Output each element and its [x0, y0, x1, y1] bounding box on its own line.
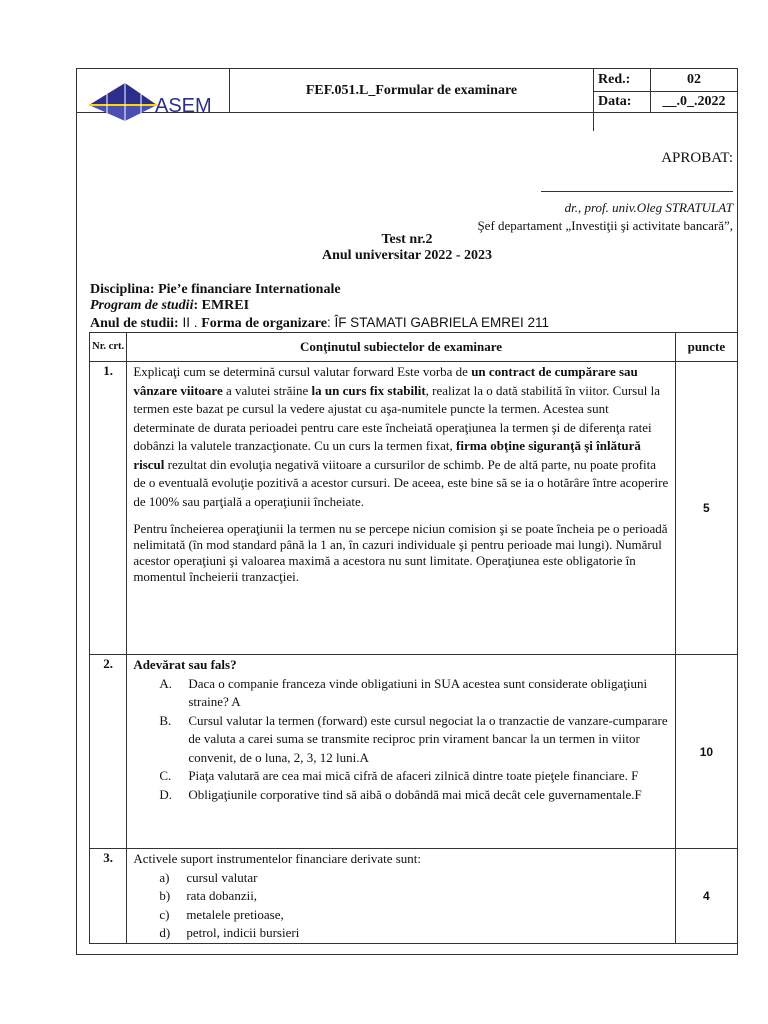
question-2-title: Adevărat sau fals?: [133, 657, 237, 672]
header-content: Conţinutul subiectelor de examinare: [127, 333, 675, 362]
approved-heading: APROBAT:: [661, 150, 733, 166]
list-item: B. Cursul valutar la termen (forward) este cursul negociat la o tranzactie de vanzare-cumparare de valuta a carei suma se transmite reciproc prin virament bancar la un termen in viitor convenit, de o luna, 2, 3, 12 luni.A: [159, 712, 668, 765]
question-2-content: [127, 655, 675, 849]
question-1-paragraph-1: Explicaţi cum se determină cursul valutar forward Este vorba de un contract de cumpărare sau vânzare viitoare a valutei străine la un curs fix stabilit, realizat la o dată stabilită în viitor. Cursul la termen este bazat pe cursul la vedere ajustat cu aşa-numitele puncte la termen. Acestea sunt determinate de durata perioadei pentru care este încheiată operaţiunea la termen şi de diferenţa ratei dobânzi la valutele tranzacţionate. Cu un curs la termen fixat, firma obţine siguranţă şi înlătură riscul rezultat din evoluţia negativă viitoare a cursurilor de schimb. Pe de altă parte, nu poate profita de o eventuală evoluţie pozitivă a acestor cursuri. De aceea, este bine să se ia o hotărâre între acoperire de 100% sau parţială a operaţiunii încheiate.: [133, 364, 669, 509]
department-name: Şef departament „Investiţii şi activitate bancară”,: [477, 218, 733, 234]
question-number: 2.: [90, 655, 127, 849]
question-1-content: [127, 362, 675, 655]
discipline: Disciplina: Pie’e financiare Internationale: [90, 282, 341, 297]
document-header: [76, 68, 738, 131]
date-label: Data:: [594, 92, 651, 113]
list-item: A. Daca o companie franceza vinde obligatiuni in SUA acestea sunt considerate obligaţiuni straine? A: [159, 675, 648, 709]
questions-table: [89, 332, 738, 944]
red-value: 02: [651, 69, 738, 92]
header-points: puncte: [675, 333, 737, 362]
question-1-points: 5: [675, 362, 737, 655]
question-3-points: 4: [675, 849, 737, 944]
table-header-row: [90, 333, 738, 362]
list-item: b) rata dobanzii,: [159, 888, 258, 903]
list-item: d) petrol, indicii bursieri: [159, 925, 300, 940]
list-item: C. Piaţa valutară are cea mai mică cifră de afaceri zilnică dintre toate pieţele financiare. F: [159, 768, 639, 783]
question-row-3: [90, 849, 738, 944]
header-nr: Nr. crt.: [90, 333, 127, 362]
question-number: 1.: [90, 362, 127, 655]
question-1-paragraph-2: Pentru încheierea operaţiunii la termen nu se percepe niciun comision şi se poate încheia pe o perioadă nelimitată (în mod standard până la 1 an, în cazuri individuale şi pentru perioade mai lungi). Numărul acestor operaţiuni şi valoarea maximă a acestora nu sunt limitate. Operaţiunea este obligatorie în momentul încheierii tranzacţiei.: [133, 521, 668, 584]
question-3-options: [133, 869, 668, 943]
question-number: 3.: [90, 849, 127, 944]
date-value: __.0_.2022: [651, 92, 738, 113]
question-3-title: Activele suport instrumentelor financiare derivate sunt:: [133, 851, 422, 866]
svg-text:ASEM: ASEM: [155, 95, 212, 117]
asem-logo: [85, 75, 225, 125]
question-2-options: [133, 675, 668, 805]
question-row-2: [90, 655, 738, 849]
form-code: FEF.051.L_Formular de examinare: [230, 69, 594, 113]
question-2-points: 10: [675, 655, 737, 849]
test-title: Test nr.2: [381, 232, 433, 247]
study-program: Program de studii: EMREI: [90, 298, 250, 313]
approver-name: dr., prof. univ.Oleg STRATULAT: [564, 199, 733, 215]
list-item: D. Obligaţiunile corporative tind să aibă o dobândă mai mică decât cele guvernamentale.F: [159, 786, 642, 802]
list-item: a) cursul valutar: [159, 869, 258, 885]
academic-year: Anul universitar 2022 - 2023: [321, 248, 493, 263]
logo-cell: [77, 69, 230, 117]
study-year-form: Anul de studii: II . Forma de organizare: ÎF STAMATI GABRIELA EMREI 211: [90, 315, 549, 331]
approval-block: [477, 148, 733, 236]
list-item: c) metalele pretioase,: [159, 906, 284, 922]
signature-line: [541, 191, 733, 192]
question-3-content: [127, 849, 675, 944]
question-row-1: [90, 362, 738, 655]
red-label: Red.:: [594, 69, 651, 92]
